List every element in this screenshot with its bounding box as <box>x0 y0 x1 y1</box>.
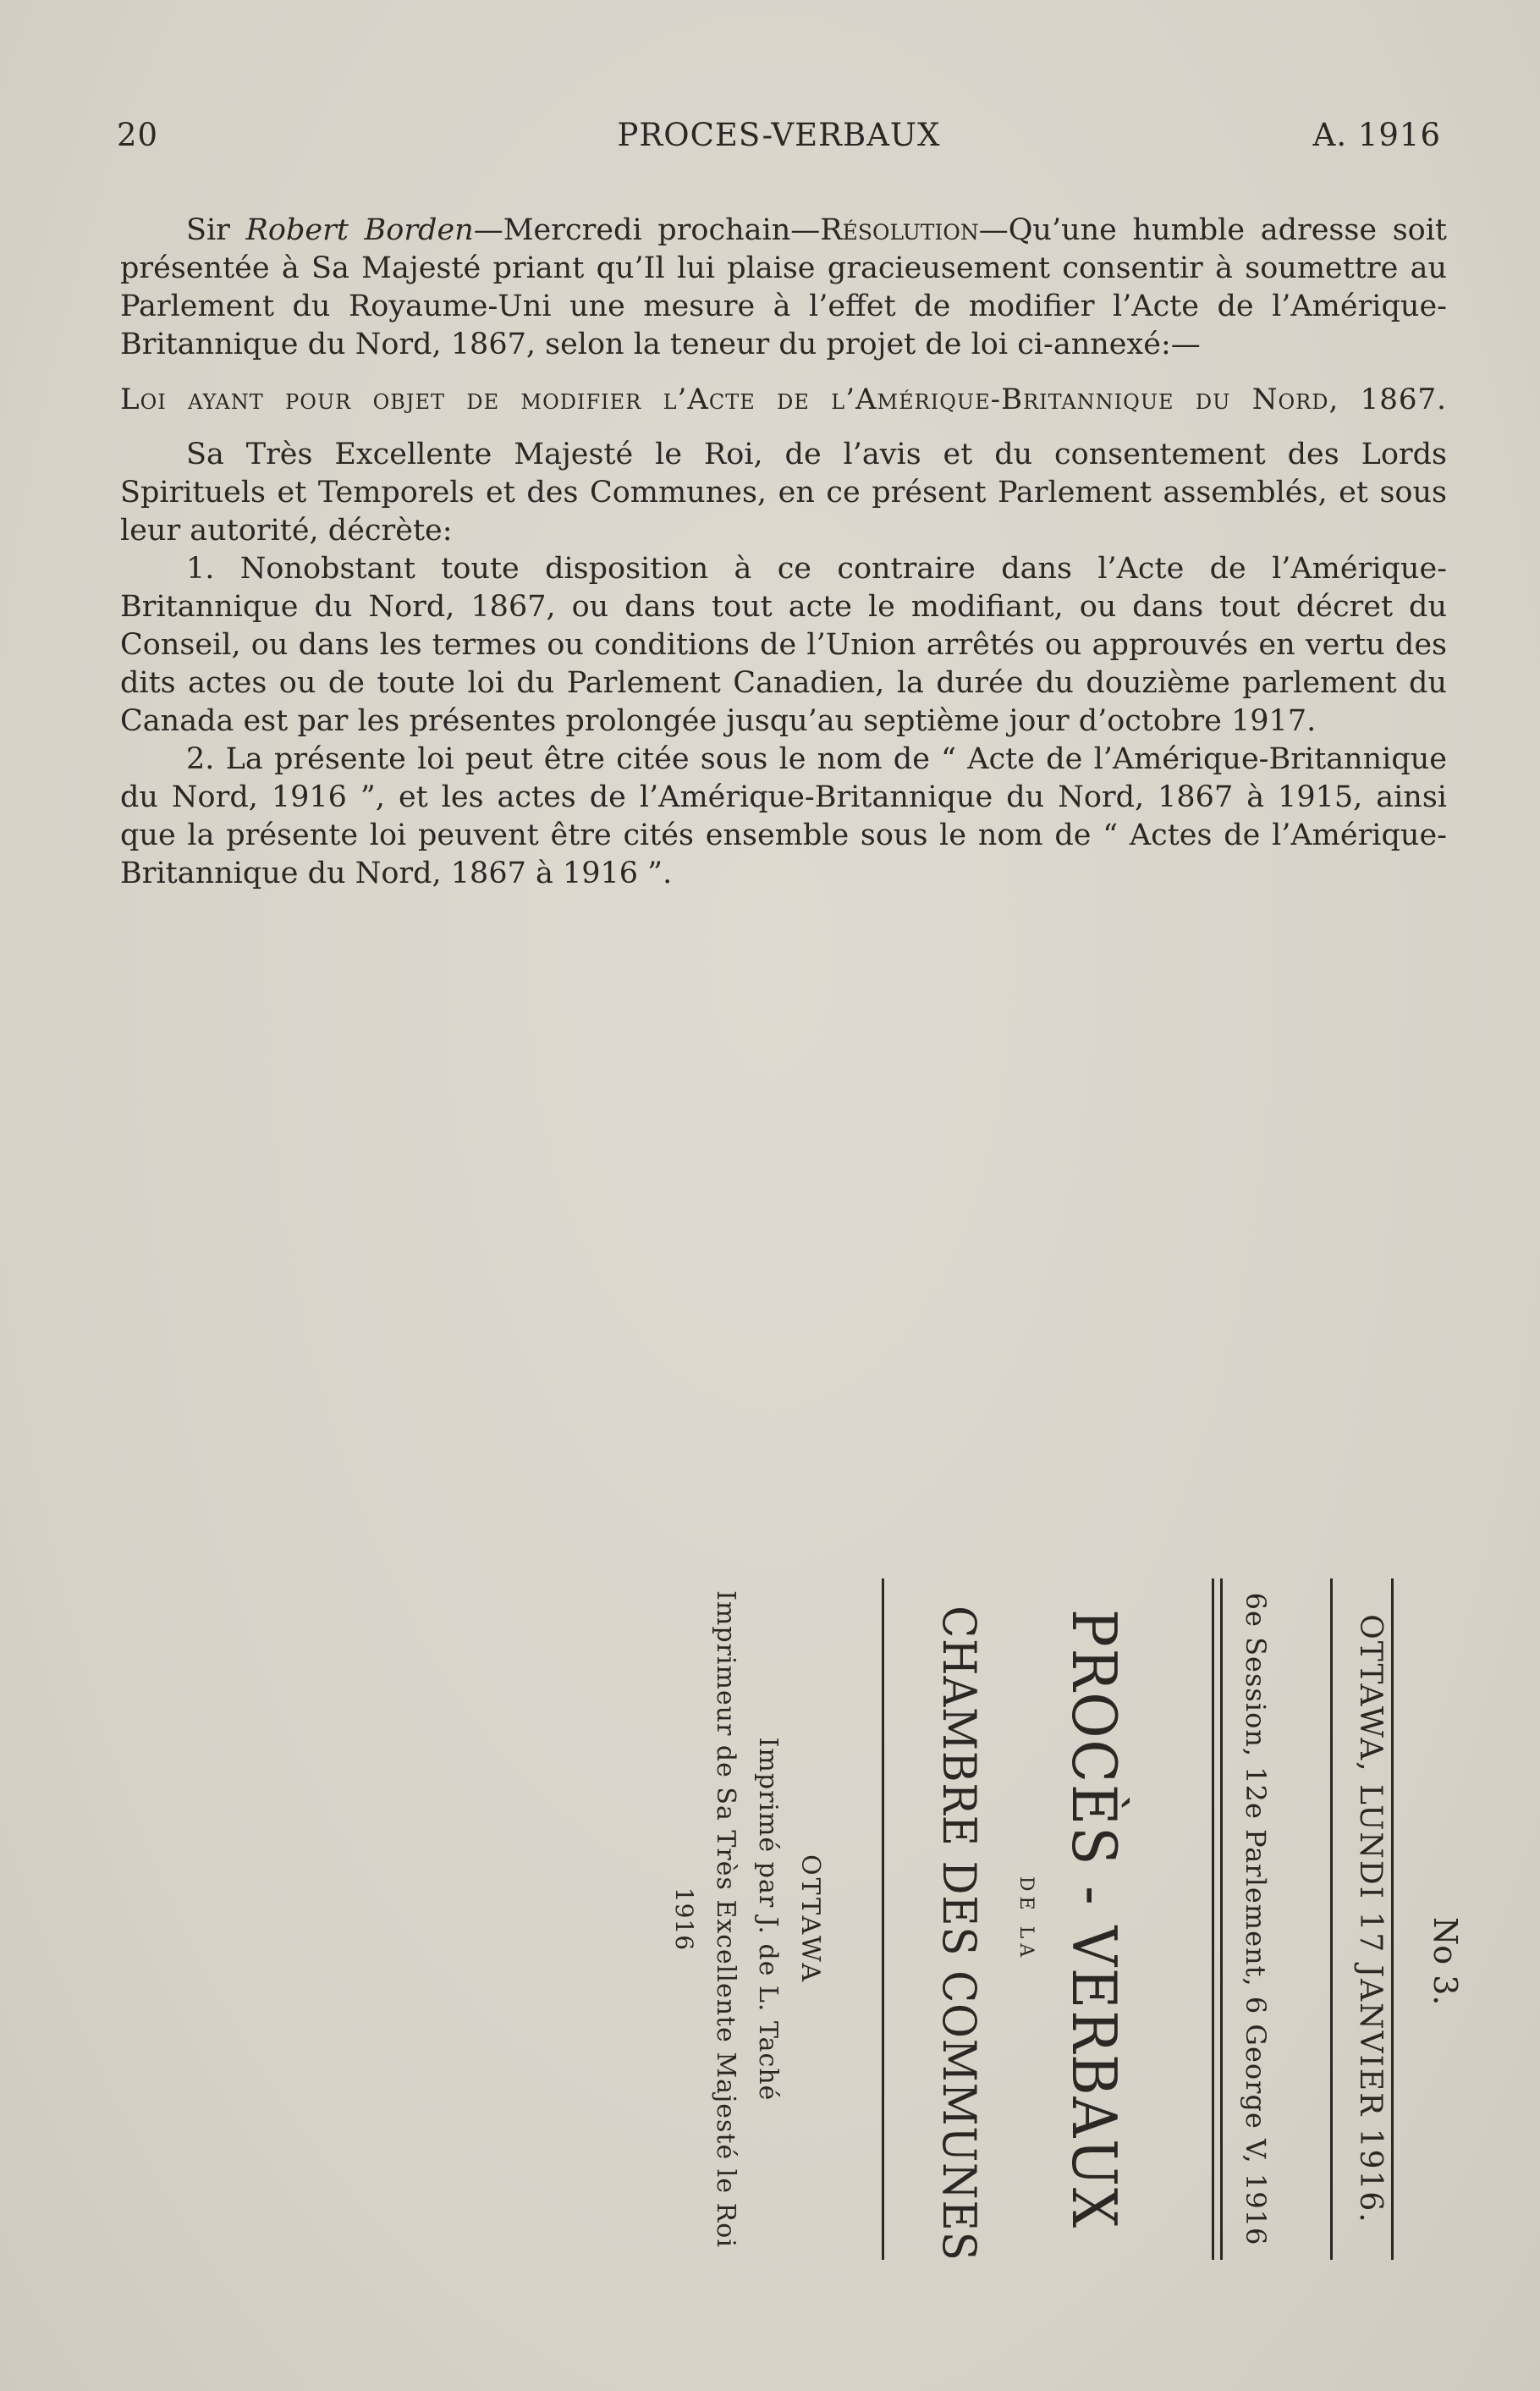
para1-mid: —Mercredi prochain— <box>473 213 821 247</box>
cover-session: 6e Session, 12e Parlement, 6 George V, 1916 <box>1240 1592 1272 2246</box>
law-title: Loi ayant pour objet de modifier l’Acte de l’Amérique-Britannique du Nord, 1867. <box>120 383 1447 416</box>
running-year: A. 1916 <box>1312 117 1441 153</box>
resolution-label: Résolution <box>820 213 979 247</box>
resolution-paragraph <box>120 212 1447 364</box>
cover-city: OTTAWA <box>795 1854 825 1984</box>
section-1-paragraph: 1. Nonobstant toute disposition à ce contraire dans l’Acte de l’Amérique-Britannique du Nord, 1867, ou dans tout acte le modifiant, ou dans tout décret du Conseil, ou dans les termes ou conditions de l’Union arrêtés ou approuvés en vertu des dits actes ou de toute loi du Parlement Canadien, la durée du douzième parlement du Canada est par les présentes prolongée jusqu’au septième jour d’octobre 1917. <box>120 552 1447 738</box>
enacting-paragraph: Sa Très Excellente Majesté le Roi, de l’avis et du consentement des Lords Spirituels et Temporels et des Communes, en ce présent Parlement assemblés, et sous leur autorité, décrète: <box>120 438 1447 548</box>
member-name: Robert Borden <box>245 213 474 247</box>
cover-rule <box>1391 1578 1394 2260</box>
body-text <box>120 212 1447 893</box>
page-number: 20 <box>117 117 159 153</box>
para1-prefix: Sir <box>186 213 246 247</box>
cover-rule <box>1220 1578 1223 2260</box>
cover-date: OTTAWA, LUNDI 17 JANVIER 1916. <box>1353 1614 1388 2224</box>
cover-year: 1916 <box>670 1887 698 1952</box>
cover-rule <box>1330 1578 1333 2260</box>
rotated-cover-page <box>118 1578 1468 2306</box>
cover-rule <box>882 1578 884 2260</box>
cover-printer: Imprimé par J. de L. Taché <box>753 1737 783 2102</box>
section-2-paragraph: 2. La présente loi peut être citée sous le nom de “ Acte de l’Amérique-Britannique du Nord, 1916 ”, et les actes de l’Amérique-Britannique du Nord, 1867 à 1915, ainsi que la présente loi peuvent être cités ensemble sous le nom de “ Actes de l’Amérique-Britannique du Nord, 1867 à 1916 ”. <box>120 742 1447 890</box>
cover-number: No 3. <box>1427 1917 1464 2006</box>
running-title: PROCES-VERBAUX <box>617 117 941 153</box>
cover-title: PROCÈS - VERBAUX <box>1059 1609 1130 2229</box>
cover-chambre: CHAMBRE DES COMMUNES <box>932 1606 986 2262</box>
cover-printer-title: Imprimeur de Sa Très Excellente Majesté le Roi <box>711 1590 740 2248</box>
para1-text: —Qu’une humble adresse soit présentée à Sa Majesté priant qu’Il lui plaise gracieusement consentir à soumettre au Parlement du Royaume-Uni une mesure à l’effet de modifier l’Acte de l’Amérique-Britannique du Nord, 1867, selon la teneur du projet de loi ci-annexé:— <box>120 213 1448 361</box>
cover-de-la: DE LA <box>1015 1876 1037 1963</box>
cover-rule <box>1212 1578 1214 2260</box>
page-header <box>117 117 1441 159</box>
